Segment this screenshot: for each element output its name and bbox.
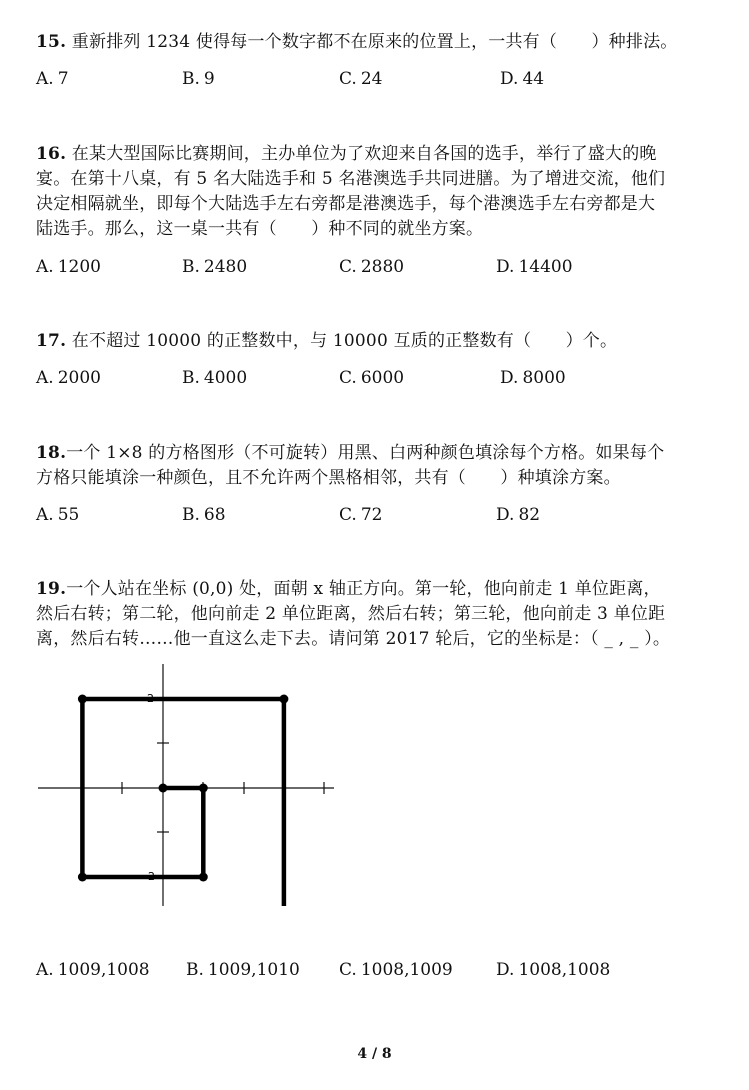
question-16-text: 16. 在某大型国际比赛期间，主办单位为了欢迎来自各国的选手，举行了盛大的晚 宴。在第十八桌，有 5 名大陆选手和 5 名港澳选手共同进膳。为了增进交流，他们 决定相隔就坐，即每个大陆选手左右旁都是港澳选手，每个港澳选手左右旁都是大 陆选手。那么，这一桌一共有（ ）种不同的就坐方案。 [36,144,666,239]
y-tick-label-bottom: -2 [144,870,155,883]
option-b: B. 4000 [182,368,248,388]
page-number: 4 / 8 [357,1046,392,1062]
option-a: A. 1200 [36,257,101,277]
question-body: 在不超过 10000 的正整数中，与 10000 互质的正整数有（ ）个。 [71,331,618,351]
option-d: D. 44 [500,69,545,89]
walk-vertex-dot [159,784,168,793]
walk-vertex-dot [279,695,288,704]
question-body: 重新排列 1234 使得每一个数字都不在原来的位置上，一共有（ ）种排法。 [71,32,678,52]
option-c: C. 1008,1009 [339,960,453,980]
question-number: 15 [36,32,61,52]
option-d: D. 1008,1008 [496,960,611,980]
question-19-text: 19.一个人站在坐标 (0,0) 处，面朝 x 轴正方向。第一轮，他向前走 1 单位距离， 然后右转；第二轮，他向前走 2 单位距离，然后右转；第三轮，他向前走 3 单位距 离，然后右转……他一直这么走下去。请问第 2017 轮后，它的坐标是：（ _ , _ ）。 [36,579,671,649]
walk-path-line [82,699,284,906]
question-18-text: 18.一个 1×8 的方格图形（不可旋转）用黑、白两种颜色填涂每个方格。如果每个 方格只能填涂一种颜色，且不允许两个黑格相邻，共有（ ）种填涂方案。 [36,443,665,488]
option-b: B. 1009,1010 [186,960,300,980]
question-17-text: 17. 在不超过 10000 的正整数中，与 10000 互质的正整数有（ ）个。 [36,331,618,351]
walk-vertex-dot [78,695,87,704]
question-number: 16 [36,144,61,164]
option-c: C. 2880 [339,257,405,277]
option-b: B. 68 [182,505,226,525]
option-a: A. 7 [36,69,69,89]
option-d: D. 82 [496,505,541,525]
question-number: 17 [36,331,61,351]
question-number: 18 [36,443,61,463]
option-c: C. 72 [339,505,383,525]
option-b: B. 2480 [182,257,248,277]
walk-vertex-dot [78,873,87,882]
question-number: 19 [36,579,61,599]
walk-vertex-dot [199,784,208,793]
option-a: A. 1009,1008 [36,960,150,980]
option-b: B. 9 [182,69,215,89]
option-c: C. 24 [339,69,383,89]
walk-vertex-dot [199,873,208,882]
y-tick-label-top: 2 [147,692,154,705]
spiral-path-figure [36,660,336,910]
option-d: D. 14400 [496,257,573,277]
question-15-text: 15. 重新排列 1234 使得每一个数字都不在原来的位置上，一共有（ ）种排法。 [36,32,678,52]
option-a: A. 2000 [36,368,101,388]
option-a: A. 55 [36,505,80,525]
option-d: D. 8000 [500,368,566,388]
option-c: C. 6000 [339,368,405,388]
